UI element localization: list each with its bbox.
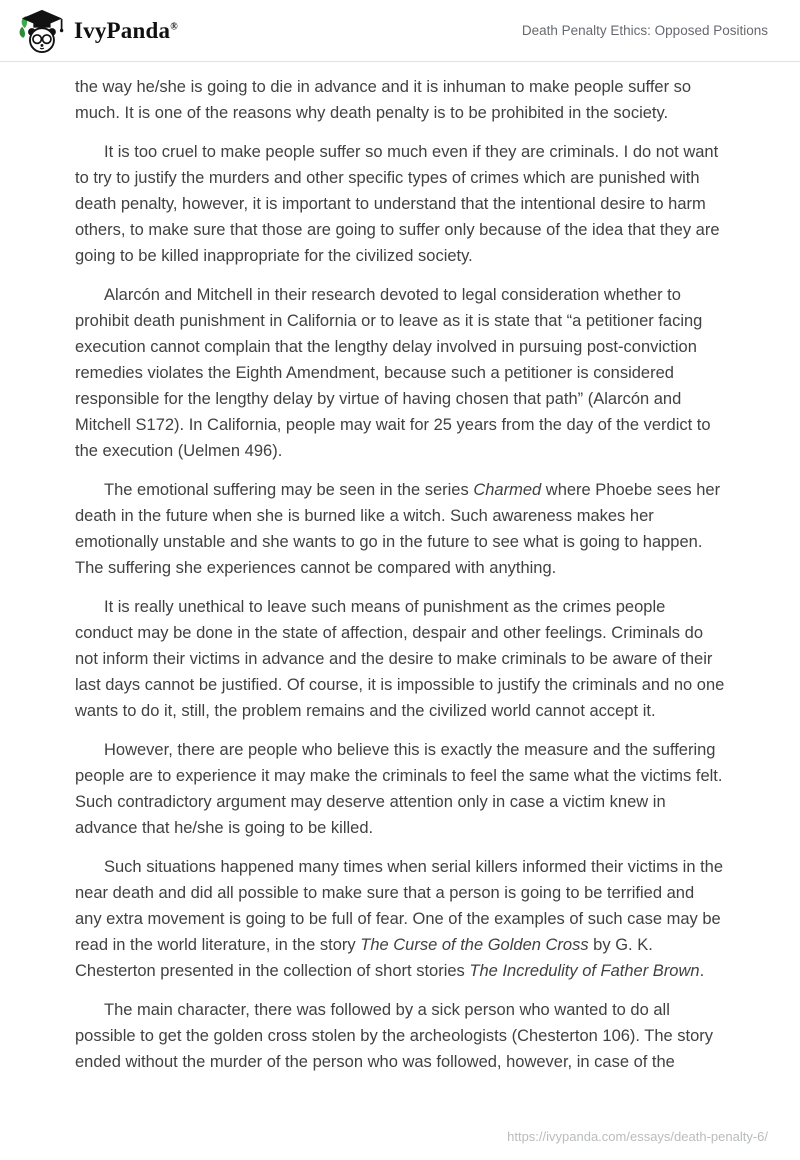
essay-paragraph [75, 594, 725, 724]
essay-paragraph [75, 74, 725, 126]
registered-trademark: ® [170, 20, 178, 32]
paragraph-text: . [699, 962, 705, 980]
footer [0, 1128, 800, 1160]
paragraph-text: Such situations happened many times when serial killers informed their victims in the near death and did all possible to make sure that a person is going to be terrified and any extra movement is going to be full of fear. One of the examples of such case may be read in the world literature, in the story [75, 858, 724, 954]
italic-title-text: The Incredulity of Father Brown [469, 962, 700, 980]
essay-paragraph [75, 282, 725, 464]
paragraph-text: by G. K. Chesterton presented in the collection of short stories [75, 936, 653, 980]
page-title: Death Penalty Ethics: Opposed Positions [521, 23, 768, 38]
paragraph-text: where Phoebe sees her death in the future when she is burned like a witch. Such awareness makes her emotionally unstable and she wants to go in the future to see what is going to happen. The suffering she experiences cannot be compared with anything. [75, 481, 721, 577]
brand[interactable] [18, 8, 178, 54]
paragraph-text: It is too cruel to make people suffer so much even if they are criminals. I do not want to try to justify the murders and other specific types of crimes which are punished with death penalty, however, it is important to understand that the intentional desire to harm others, to make sure that those are going to suffer only because of the idea that they are going to be killed inappropriate for the civilized society. [75, 143, 720, 265]
ivypanda-logo-icon [18, 8, 64, 54]
essay-paragraph [75, 139, 725, 269]
essay-paragraph [75, 854, 725, 984]
paragraph-text: The main character, there was followed by a sick person who wanted to do all possible to get the golden cross stolen by the archeologists (Chesterton 106). The story ended without the murder of the person who was followed, however, in case of the [75, 1001, 714, 1071]
italic-title-text: Charmed [473, 481, 542, 499]
essay-paragraph [75, 997, 725, 1075]
paragraph-text: Alarcón and Mitchell in their research devoted to legal consideration whether to prohibit death punishment in California or to leave as it is state that “a petitioner facing execution cannot complain that the lengthy delay involved in pursuing post-conviction remedies violates the Eighth Amendment, because such a petitioner is considered responsible for the lengthy delay by virtue of having chosen that path” (Alarcón and Mitchell S172). In California, people may wait for 25 years from the day of the verdict to the execution (Uelmen 496). [75, 286, 711, 460]
brand-name-text: IvyPanda [74, 17, 171, 43]
source-url-link[interactable]: https://ivypanda.com/essays/death-penalty-6/ [507, 1129, 768, 1144]
paragraph-text: However, there are people who believe this is exactly the measure and the suffering people are to experience it may make the criminals to feel the same what the victims felt. Such contradictory argument may deserve attention only in case a victim knew in advance that he/she is going to be killed. [75, 741, 723, 837]
header [0, 0, 800, 62]
essay-body [0, 62, 800, 1128]
essay-paragraph [75, 477, 725, 581]
brand-name [74, 18, 178, 44]
paragraph-text: The emotional suffering may be seen in the series [104, 481, 474, 499]
italic-title-text: The Curse of the Golden Cross [360, 936, 589, 954]
paragraph-text: the way he/she is going to die in advance and it is inhuman to make people suffer so much. It is one of the reasons why death penalty is to be prohibited in the society. [75, 78, 692, 122]
essay-paragraph [75, 737, 725, 841]
paragraph-text: It is really unethical to leave such means of punishment as the crimes people conduct may be done in the state of affection, despair and other feelings. Criminals do not inform their victims in advance and the desire to make criminals to be aware of their last days cannot be justified. Of course, it is impossible to justify the criminals and no one wants to do it, still, the problem remains and the civilized world cannot accept it. [75, 598, 725, 720]
